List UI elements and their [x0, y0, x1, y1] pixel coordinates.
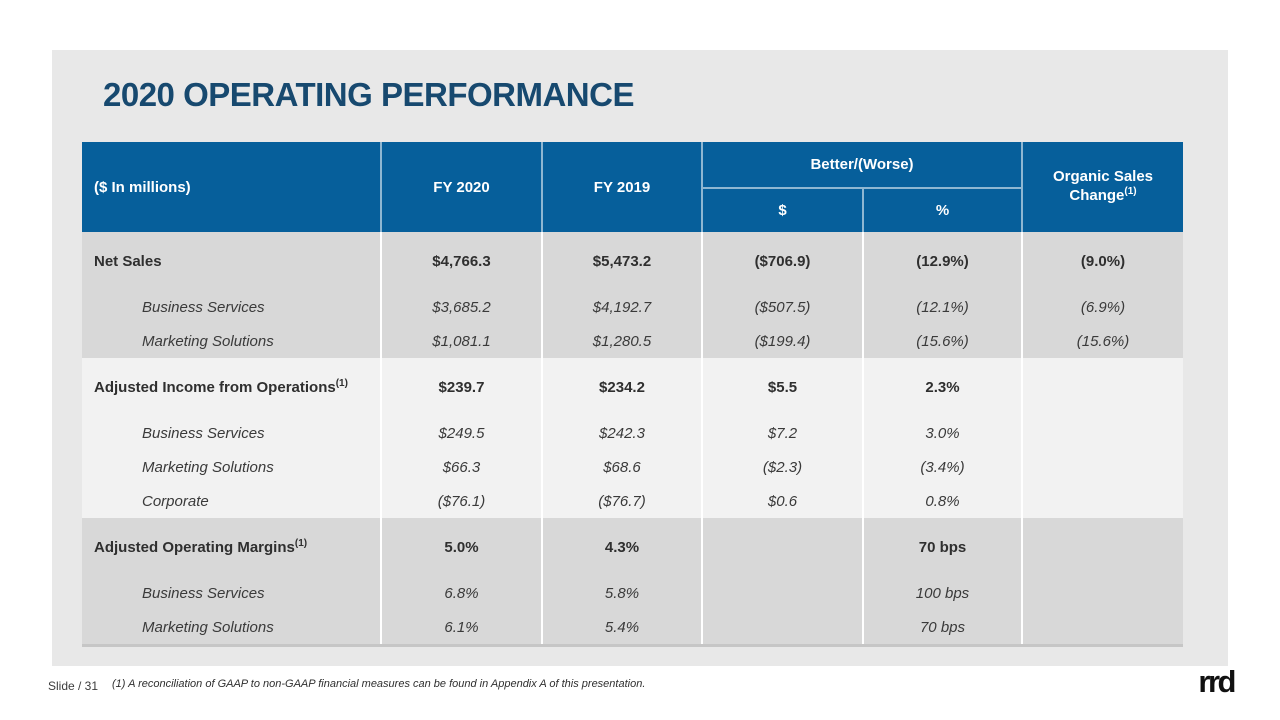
cell-value: 70 bps: [862, 610, 1021, 644]
rrd-logo: rrd: [1198, 664, 1234, 699]
cell-value: 100 bps: [862, 576, 1021, 610]
cell-value: $3,685.2: [380, 290, 541, 324]
row-label: Marketing Solutions: [142, 458, 274, 476]
cell-value: ($706.9): [701, 232, 862, 290]
cell-value: [701, 576, 862, 610]
cell-value: 2.3%: [862, 358, 1021, 416]
row-label: Business Services: [142, 298, 265, 316]
row-label: Marketing Solutions: [142, 332, 274, 350]
cell-value: ($507.5): [701, 290, 862, 324]
cell-value: [1021, 518, 1183, 576]
cell-value: [701, 518, 862, 576]
row-label: Marketing Solutions: [142, 618, 274, 636]
cell-value: 5.4%: [541, 610, 701, 644]
cell-value: $5,473.2: [541, 232, 701, 290]
cell-value: $7.2: [701, 416, 862, 450]
header-cell-organic-sales: [1021, 142, 1183, 232]
header-cell-dollar: $: [701, 189, 862, 232]
cell-value: [1021, 610, 1183, 644]
table-row-adjusted-margins: [82, 518, 1183, 576]
cell-value: 70 bps: [862, 518, 1021, 576]
row-label: Corporate: [142, 492, 209, 510]
cell-value: 6.1%: [380, 610, 541, 644]
row-label: Net Sales: [94, 252, 162, 270]
header-cell-better-worse: Better/(Worse): [701, 142, 1021, 189]
cell-value: ($2.3): [701, 450, 862, 484]
cell-value: $0.6: [701, 484, 862, 518]
table-row-net-sales: [82, 232, 1183, 290]
row-label: Adjusted Income from Operations$^{(1)}$: [94, 377, 348, 396]
cell-value: (3.4%): [862, 450, 1021, 484]
cell-value: ($199.4): [701, 324, 862, 358]
cell-value: (12.9%): [862, 232, 1021, 290]
table-row-marketing-solutions: [82, 324, 1183, 358]
row-label: Business Services: [142, 584, 265, 602]
cell-value: 3.0%: [862, 416, 1021, 450]
header-cell-in-millions: ($ In millions): [94, 178, 191, 196]
organic-sales-label: Organic Sales Change$^{(1)}$: [1052, 168, 1154, 204]
cell-value: $242.3: [541, 416, 701, 450]
row-label: Adjusted Operating Margins$^{(1)}$: [94, 537, 308, 556]
cell-value: (6.9%): [1021, 290, 1183, 324]
table-header: [82, 142, 1183, 232]
cell-value: $234.2: [541, 358, 701, 416]
cell-value: 6.8%: [380, 576, 541, 610]
cell-value: $239.7: [380, 358, 541, 416]
financial-table: [82, 142, 1183, 647]
cell-value: [701, 610, 862, 644]
page-title: 2020 OPERATING PERFORMANCE: [103, 76, 634, 113]
cell-value: $68.6: [541, 450, 701, 484]
cell-value: 5.0%: [380, 518, 541, 576]
table-row-business-services: [82, 416, 1183, 450]
footnote: (1) A reconciliation of GAAP to non-GAAP financial measures can be found in Appendix A of this presentation.: [112, 678, 646, 690]
cell-value: $4,192.7: [541, 290, 701, 324]
cell-value: (15.6%): [1021, 324, 1183, 358]
header-cell-percent: %: [862, 189, 1021, 232]
cell-value: [1021, 576, 1183, 610]
cell-value: $1,081.1: [380, 324, 541, 358]
cell-value: (12.1%): [862, 290, 1021, 324]
cell-value: $4,766.3: [380, 232, 541, 290]
cell-value: (9.0%): [1021, 232, 1183, 290]
cell-value: $66.3: [380, 450, 541, 484]
table-row-business-services: [82, 290, 1183, 324]
header-cell-fy2020: FY 2020: [380, 142, 541, 232]
table-row-corporate: [82, 484, 1183, 518]
table-row-marketing-solutions: [82, 450, 1183, 484]
cell-value: $5.5: [701, 358, 862, 416]
cell-value: 0.8%: [862, 484, 1021, 518]
cell-value: ($76.1): [380, 484, 541, 518]
cell-value: ($76.7): [541, 484, 701, 518]
header-cell-fy2019: FY 2019: [541, 142, 701, 232]
cell-value: [1021, 484, 1183, 518]
cell-value: 5.8%: [541, 576, 701, 610]
cell-value: (15.6%): [862, 324, 1021, 358]
cell-value: $1,280.5: [541, 324, 701, 358]
table-row-marketing-solutions: [82, 610, 1183, 644]
cell-value: 4.3%: [541, 518, 701, 576]
cell-value: $249.5: [380, 416, 541, 450]
cell-value: [1021, 358, 1183, 416]
slide-number: Slide / 31: [48, 679, 99, 693]
slide-canvas: [52, 50, 1228, 666]
row-label: Business Services: [142, 424, 265, 442]
cell-value: [1021, 416, 1183, 450]
table-row-adjusted-income: [82, 358, 1183, 416]
cell-value: [1021, 450, 1183, 484]
table-row-business-services: [82, 576, 1183, 610]
